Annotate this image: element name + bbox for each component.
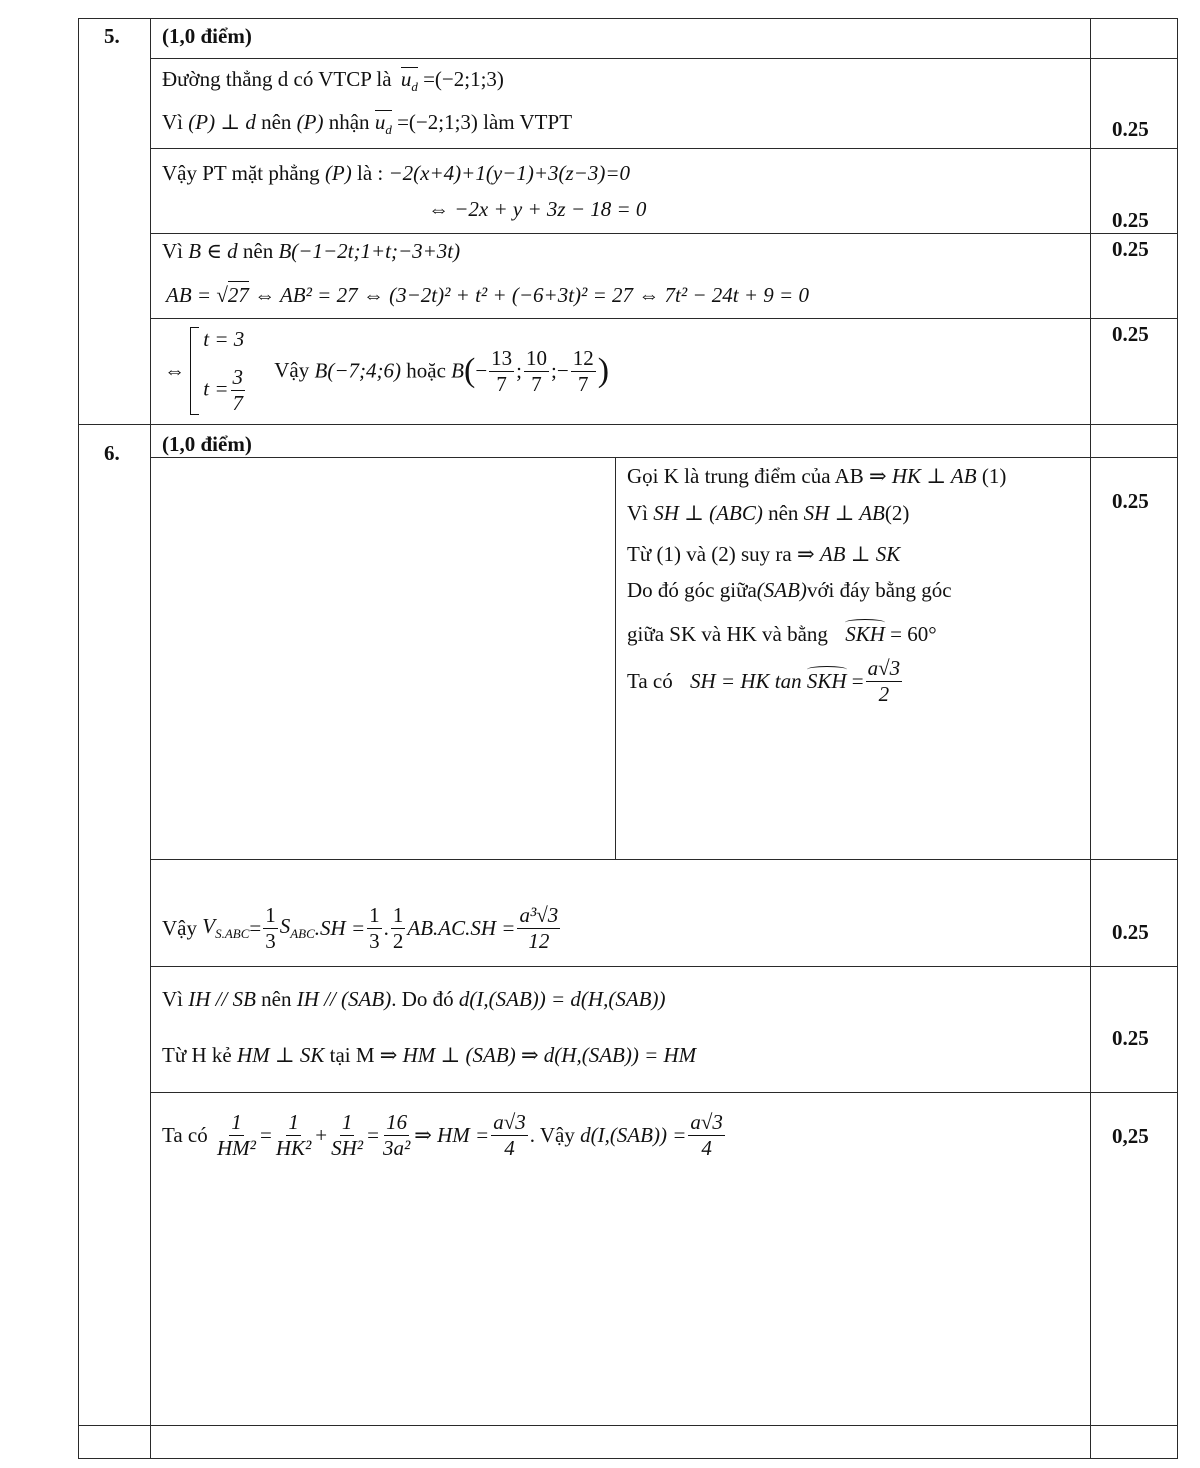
q5-r1-line1: Đường thẳng d có VTCP là $u_d$ =(−2;1;3) (162, 67, 504, 95)
q5-r4-score: 0.25 (1112, 322, 1149, 346)
q5-r3-line2: AB = √27 ⇔ AB² = 27 ⇔ (3−2t)² + t² + (−6+3t)² = 27 ⇔ 7t² − 24t + 9 = 0 (166, 283, 809, 307)
q6-r1-line3: Từ (1) và (2) suy ra ⇒ AB ⊥ SK (627, 542, 901, 566)
q6-r1-line5: giữa SK và HK và bằng SKH = 60° (627, 622, 937, 646)
question-6-number: 6. (104, 441, 120, 465)
q5-r3-line1: Vì B ∈ d nên B(−1−2t;1+t;−3+3t) (162, 239, 461, 263)
q6-r4-line: Ta có $\frac{1}{\text{HM²}}$ = $\frac{1}{\text{HK²}}$ + $\frac{1}{\text{SH²}}$ = $\frac{16}{\text{3a²}}$ ⇒ HM = $\frac{a√3}{4}$ . Vậy d(I,(SAB)) = $\frac{a√3}{4}$ (162, 1110, 723, 1160)
q5-r2-line2: ⇔ −2x + y + 3z − 18 = 0 (428, 197, 647, 221)
q6-r4-score: 0,25 (1112, 1124, 1149, 1148)
q6-r1-score: 0.25 (1112, 489, 1149, 513)
q6-r2-score: 0.25 (1112, 920, 1149, 944)
q6-r3-line1: Vì IH // SB nên IH // (SAB). Do đó d(I,(SAB)) = d(H,(SAB)) (162, 987, 666, 1011)
q6-r3-line2: Từ H kẻ HM ⊥ SK tại M ⇒ HM ⊥ (SAB) ⇒ d(H,(SAB)) = HM (162, 1043, 697, 1067)
q5-r1-score: 0.25 (1112, 117, 1149, 141)
q6-r2-line: Vậy $V_{S.ABC}=$ $\frac{1}{3}$ $S_{ABC}.SH$ = $\frac{1}{3}$ . $\frac{1}{2}$ AB.AC.SH = $\frac{\text{a³√3}}{12}$ (162, 903, 559, 953)
q5-r2-line1: Vậy PT mặt phẳng (P) là : −2(x+4)+1(y−1)+3(z−3)=0 (162, 161, 630, 185)
q6-r1-line4: Do đó góc giữa(SAB)với đáy bằng góc (627, 578, 952, 602)
q6-r1-line2: Vì SH ⊥ (ABC) nên SH ⊥ AB(2) (627, 501, 910, 525)
q6-r3-score: 0.25 (1112, 1026, 1149, 1050)
q5-r3-score: 0.25 (1112, 237, 1149, 261)
q6-r1-line6: Ta có SH = HK tan SKH = $\frac{a√3}{2}$ (627, 656, 901, 706)
q5-r4-line: ⇔ t = 3 t = $\frac{3}{7}$ Vậy B(−7;4;6) hoặc B(− $\frac{13}{7}$ ; $\frac{10}{7}$ ;− $\frac{12}{7}$ ) (164, 327, 610, 415)
q6-r1-line1: Gọi K là trung điểm của AB ⇒ HK ⊥ AB (1) (627, 464, 1007, 488)
question-6-points: (1,0 điểm) (162, 432, 252, 456)
q5-r2-score: 0.25 (1112, 208, 1149, 232)
question-5-points: (1,0 điểm) (162, 24, 252, 48)
q5-r1-line2: Vì (P) ⊥ d nên (P) nhận $u_d$ =(−2;1;3) làm VTPT (162, 110, 573, 138)
question-5-number: 5. (104, 24, 120, 48)
